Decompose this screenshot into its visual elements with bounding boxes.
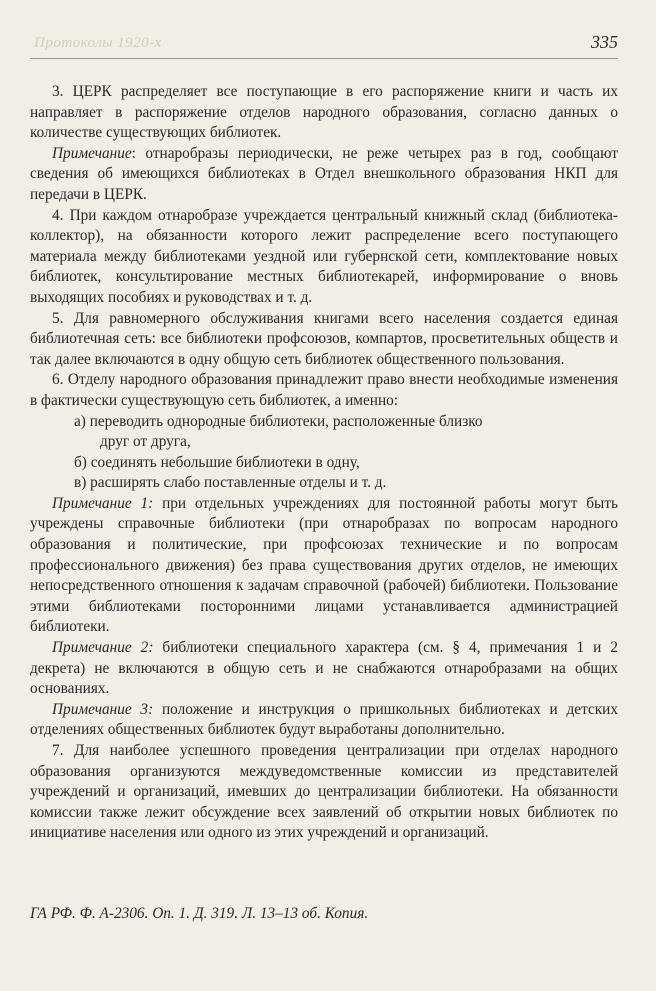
note-text: : отнаробразы периодически, не реже четырех раз в год, сообщают сведения об имеющихся библиотеках в Отдел внешкольного образования НКП для передачи в ЦЕРК. — [30, 144, 618, 203]
list-item-text: в) расширять слабо поставленные отделы и т. д. — [74, 474, 387, 492]
paragraph-5: 5. Для равномерного обслуживания книгами всего населения создается единая библиотечная сеть: все библиотеки профсоюзов, компартов, просветительных обществ и так далее включаются в одну общую сеть библиотек общественного пользования. — [30, 309, 618, 368]
list-item-text: а) переводить однородные библиотеки, расположенные близко — [74, 412, 483, 430]
page-number: 335 — [591, 32, 618, 52]
note-label: Примечание — [52, 144, 132, 162]
paragraph-4: 4. При каждом отнаробразе учреждается центральный книжный склад (библиотека-коллектор), на обязанности которого лежит распределение всего поступающего материала между библиотеками уездной или губернской сети, комплектование новых библиотек, консультирование местных библиотекарей, информирование о вновь выходящих пособиях и руководствах и т. д. — [30, 206, 618, 306]
paragraph-3-note — [30, 144, 618, 206]
paragraph-6-list — [30, 412, 618, 494]
note-2 — [30, 638, 618, 700]
note-label: Примечание 1: — [52, 494, 154, 512]
archival-source: ГА РФ. Ф. А-2306. Оп. 1. Д. 319. Л. 13–13 об. Копия. — [30, 905, 369, 922]
note-label: Примечание 3: — [52, 700, 154, 718]
paragraph-3: 3. ЦЕРК распределяет все поступающие в его распоряжение книги и часть их направляет в распоряжение отделов народного образования, согласно данных о количестве существующих библиотек. — [30, 83, 618, 142]
note-text: положение и инструкция о пришкольных библиотеках и детских отделениях общественных библиотек будут выработаны дополнительно. — [30, 700, 619, 739]
note-text: при отдельных учреждениях для постоянной работы могут быть учреждены справочные библиотеки (при отнаробразах по вопросам народного образования и политические, при профсоюзах технические и по вопросам профессионального движения) без права существования других отделов, не имеющих непосредственного отношения к задачам справочной (рабочей) библиотеки. Пользование этими библиотеками посторонними лицами устанавливается администрацией библиотеки. — [30, 494, 618, 636]
page-header — [30, 28, 618, 59]
note-text: библиотеки специального характера (см. § 4, примечания 1 и 2 декрета) не включаются в общую сеть и не снабжаются отнаробразами на общих основаниях. — [30, 639, 618, 698]
body-text — [30, 82, 618, 844]
list-item — [30, 453, 618, 474]
list-item-continuation: друг от друга, — [100, 433, 191, 451]
running-head: Протоколы 1920-х — [34, 35, 162, 51]
note-3 — [30, 700, 618, 741]
note-label: Примечание 2: — [52, 639, 154, 657]
list-item-text: б) соединять небольшие библиотеки в одну, — [74, 453, 360, 471]
paragraph-7: 7. Для наиболее успешного проведения централизации при отделах народного образования организуются междуведомственные комиссии из представителей учреждений и организаций, имевших до централизации библиотеки. На обязанности комиссии также лежит обсуждение всех заявлений об открытии новых библиотек по инициативе населения или одного из этих учреждений и организаций. — [30, 742, 618, 842]
list-item — [30, 473, 618, 494]
paragraph-6: 6. Отделу народного образования принадлежит право внести необходимые изменения в фактически существующую сеть библиотек, а именно: — [30, 371, 618, 409]
list-item — [30, 412, 618, 453]
note-1 — [30, 494, 618, 638]
